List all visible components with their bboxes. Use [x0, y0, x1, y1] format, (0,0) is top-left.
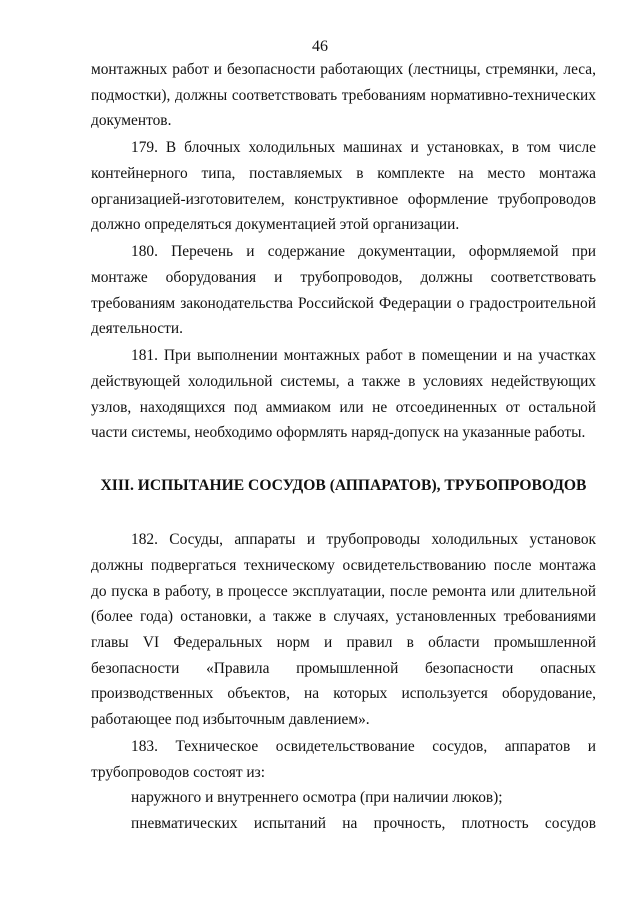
section-heading: XIII. ИСПЫТАНИЕ СОСУДОВ (АППАРАТОВ), ТРУБОПРОВОДОВ [100, 477, 587, 495]
page-number: 46 [312, 38, 328, 55]
paragraph-179: 179. В блочных холодильных машинах и установках, в том числе контейнерного типа, поставляемых в комплекте на место монтажа организацией-изготовителем, конструктивное оформление трубопроводов должно определяться документацией этой организации. [91, 139, 596, 234]
list-item-inspection: наружного и внутреннего осмотра (при наличии люков); [131, 789, 503, 807]
paragraph-182: 182. Сосуды, аппараты и трубопроводы холодильных установок должны подвергаться техническому освидетельствованию после монтажа до пуска в работу, в процессе эксплуатации, после ремонта или длительной (более года) остановки, а также в случаях, установленных требованиями главы VI Федеральных норм и правил в области промышленной безопасности «Правила промышленной безопасности опасных производственных объектов, на которых используется оборудование, работающее под избыточным давлением». [91, 531, 596, 729]
paragraph-continuation: монтажных работ и безопасности работающих (лестницы, стремянки, леса, подмостки), должны соответствовать требованиям нормативно-технических документов. [91, 61, 596, 130]
paragraph-181: 181. При выполнении монтажных работ в помещении и на участках действующей холодильной системы, а также в условиях недействующих узлов, находящихся под аммиаком или не отсоединенных от остальной части системы, необходимо оформлять наряд-допуск на указанные работы. [91, 347, 596, 442]
list-item-pneumatic-tests: пневматических испытаний на прочность, плотность сосудов [131, 815, 596, 833]
paragraph-180: 180. Перечень и содержание документации, оформляемой при монтаже оборудования и трубопроводов, должны соответствовать требованиям законодательства Российской Федерации о градостроительной деятельности. [91, 243, 596, 338]
document-body [91, 57, 596, 837]
paragraph-183: 183. Техническое освидетельствование сосудов, аппаратов и трубопроводов состоят из: [91, 737, 596, 781]
